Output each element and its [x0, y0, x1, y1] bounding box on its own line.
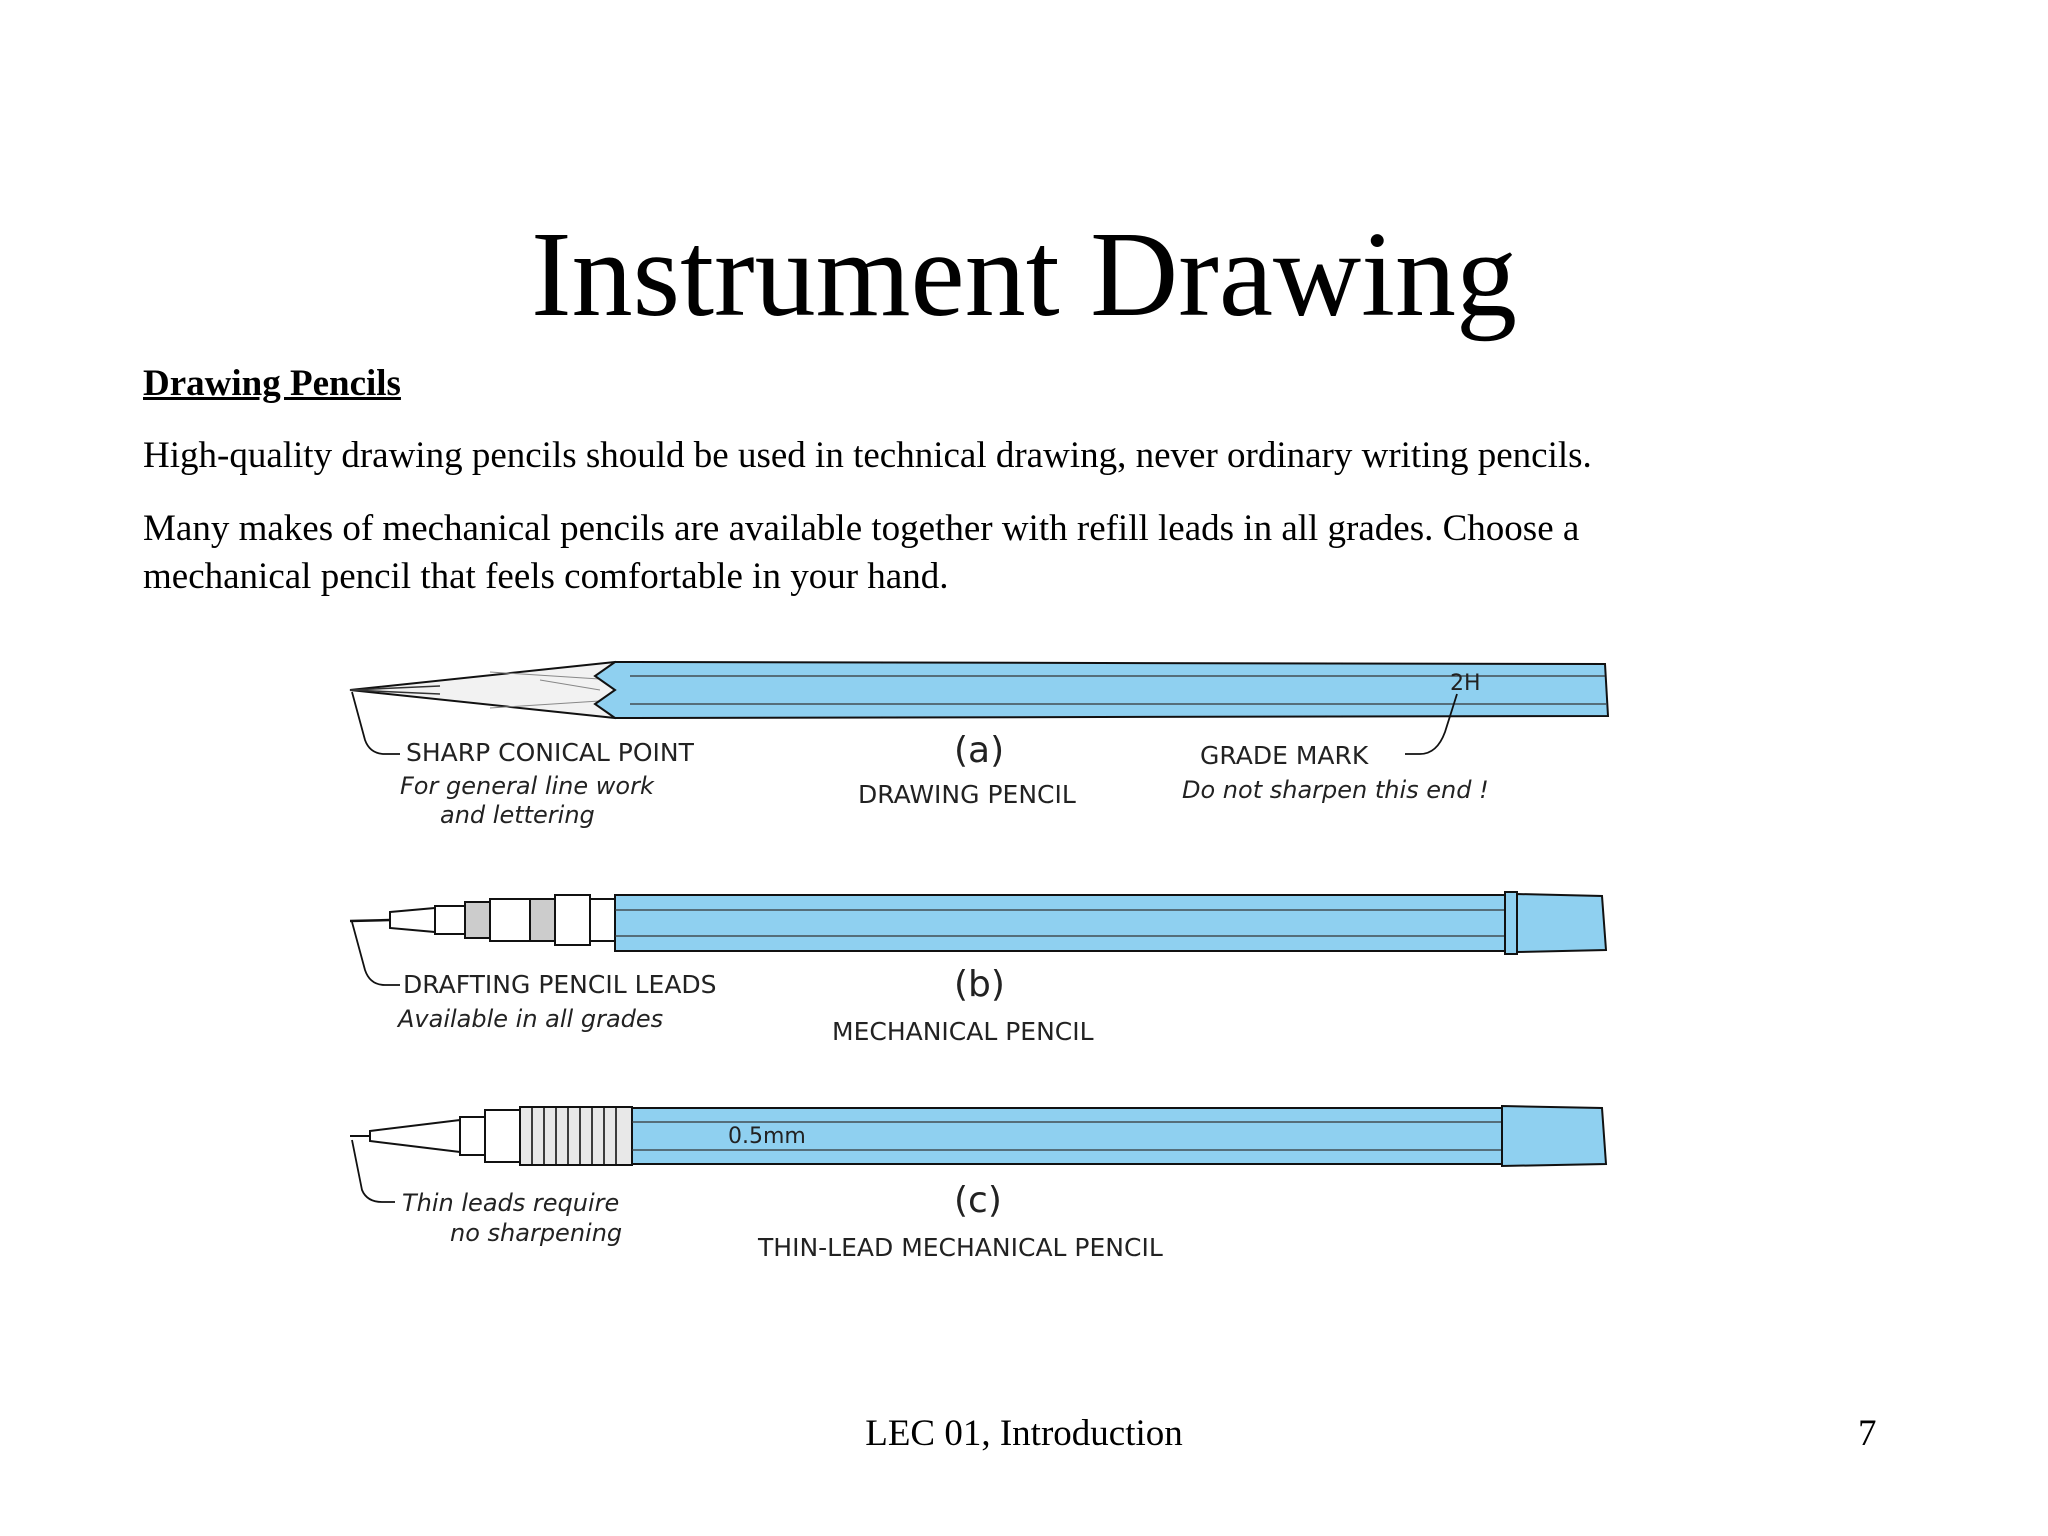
thin-lead-mechanical-pencil — [350, 1106, 1606, 1262]
mechanical-pencil-caption: MECHANICAL PENCIL — [832, 1017, 1094, 1046]
pencil-illustration — [340, 650, 1640, 1290]
paragraph-2-line-2: mechanical pencil that feels comfortable in your hand. — [143, 556, 949, 597]
general-line-work-note: For general line work — [400, 772, 654, 800]
thin-leads-note: Thin leads require — [402, 1189, 620, 1217]
sharp-conical-point-label: SHARP CONICAL POINT — [406, 738, 694, 767]
paragraph-1: High-quality drawing pencils should be used in technical drawing, never ordinary writing pencils. — [143, 435, 1592, 476]
lettering-note: and lettering — [440, 801, 595, 829]
drawing-pencil-caption: DRAWING PENCIL — [858, 780, 1076, 809]
page-number: 7 — [1858, 1413, 1877, 1454]
lead-size-label: 0.5mm — [728, 1124, 806, 1149]
paragraph-2-line-1: Many makes of mechanical pencils are available together with refill leads in all grades. Choose a — [143, 508, 1580, 549]
do-not-sharpen-note: Do not sharpen this end ! — [1182, 776, 1489, 804]
drafting-pencil-leads-label: DRAFTING PENCIL LEADS — [403, 970, 717, 999]
label-c: (c) — [954, 1180, 1002, 1221]
label-a: (a) — [954, 730, 1005, 771]
drawing-pencil-cone — [350, 662, 615, 718]
paragraph-2 — [143, 505, 1763, 601]
grade-mark-text: 2H — [1450, 671, 1481, 696]
label-b: (b) — [954, 964, 1005, 1005]
thin-lead-pencil-caption: THIN-LEAD MECHANICAL PENCIL — [758, 1233, 1163, 1262]
section-heading: Drawing Pencils — [143, 363, 401, 404]
no-sharpening-note: no sharpening — [450, 1219, 623, 1247]
slide-title: Instrument Drawing — [531, 207, 1517, 342]
footer-lecture: LEC 01, Introduction — [865, 1413, 1183, 1454]
mechanical-pencil — [350, 892, 1606, 1046]
mechanical-pencil-body — [615, 895, 1505, 951]
grade-mark-label: GRADE MARK — [1200, 741, 1369, 770]
drawing-pencil — [350, 662, 1608, 829]
available-grades-note: Available in all grades — [398, 1005, 664, 1033]
